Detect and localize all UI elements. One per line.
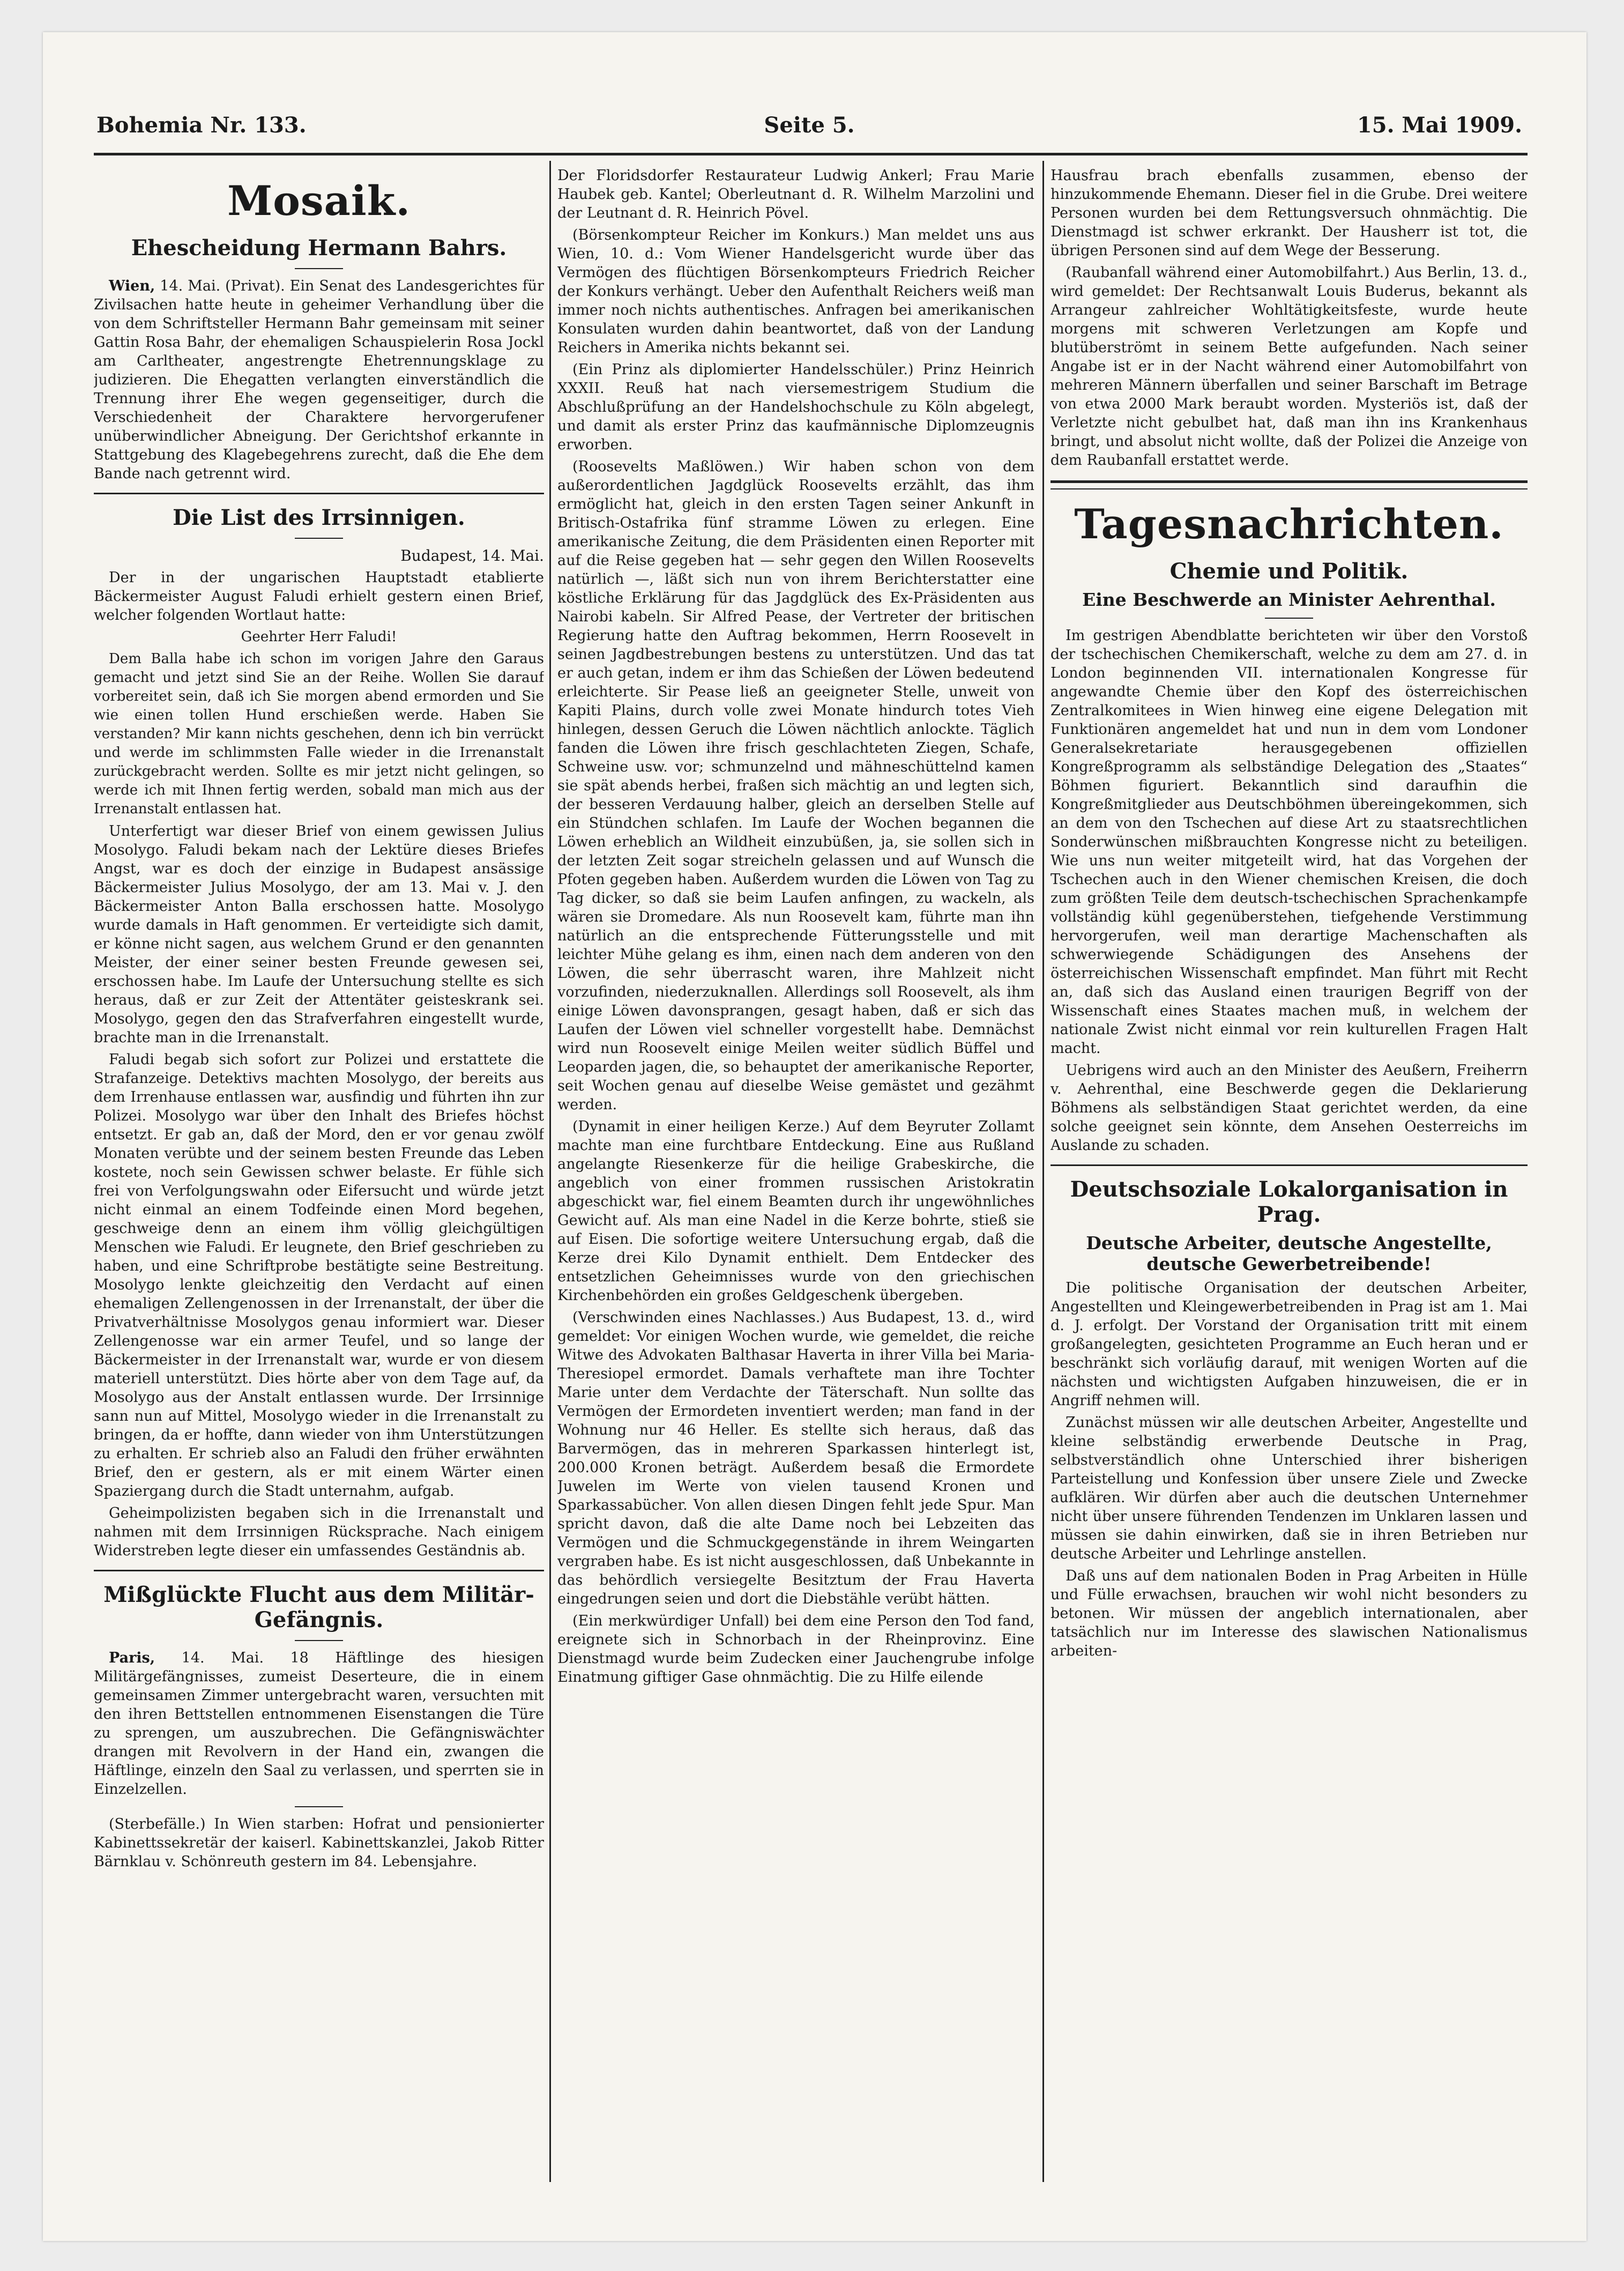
divider <box>1051 480 1528 483</box>
dateline: Budapest, 14. Mai. <box>400 547 544 565</box>
article-title-lokalorganisation: Deutschsoziale Lokalorganisation in Prag. <box>1070 1177 1508 1227</box>
article-title-flucht: Mißglückte Flucht aus dem Militär-Gefängnis. <box>103 1582 534 1632</box>
quoted-letter <box>94 628 544 819</box>
divider <box>295 538 343 539</box>
news-item-unfall: (Ein merkwürdiger Unfall) bei dem eine Person den Tod fand, ereignete sich in Schnorbach in der Rheinprovinz. Eine Dienstmagd wurde beim Zudecken einer Jauchengrube infolge Einatmung giftiger Gase ohnmächtig. Die zu Hilfe eilende <box>557 1613 1034 1686</box>
article-text: 14. Mai. (Privat). Ein Senat des Landesgerichtes für Zivilsachen hatte heute in geheimer Verhandlung über die von dem Schriftsteller Hermann Bahr gemeinsam mit seiner Gattin Rosa Bahr, der ehemaligen Schauspielerin Rosa Jockl am Carltheater, angestrengte Ehetrennungsklage zu judizieren. Die Ehegatten verlangten einverständlich die Trennung ihrer Ehe wegen gegenseitiger, durch die Verschiedenheit der Charaktere hervorgerufener unüberwindlicher Abneigung. Der Gerichtshof erkannte in Stattgebung des Klagebegehrens zurecht, daß die Ehe dem Bande nach getrennt wird. <box>94 278 544 482</box>
paragraph: Unterfertigt war dieser Brief von einem gewissen Julius Mosolygo. Faludi bekam nach der Lektüre dieses Briefes Angst, war es doch der einzige in Budapest ansässige Bäckermeister Julius Mosolygo, der am 13. Mai v. J. den Bäckermeister Anton Balla erschossen hatte. Mosolygo wurde damals in Haft genommen. Er verteidigte sich damit, er könne nicht sagen, aus welchem Grund er den genannten Meister, der einer seiner besten Freunde gewesen sei, erschossen habe. Im Laufe der Untersuchung stellte es sich heraus, daß er zur Zeit der Attentäter geisteskrank sei. Mosolygo, gegen den das Strafverfahren eingestellt wurde, brachte man in die Irrenanstalt. <box>94 823 544 1046</box>
news-item-roosevelt: (Roosevelts Maßlöwen.) Wir haben schon von dem außerordentlichen Jagdglück Roosevelts erzählt, das ihm ermöglicht hat, gleich in den ersten Tagen seiner Ankunft in Britisch-Ostafrika fünf stramme Löwen zu erlegen. Eine amerikanische Zeitung, die dem Präsidenten einen Reporter mit auf die Reise gegeben hat — sehr gegen den Willen Roosevelts natürlich —, läßt sich nun von ihrem Berichterstatter eine köstliche Erklärung für das Jagdglück des Ex-Präsidenten aus Nairobi kabeln. Sir Alfred Pease, der Vertreter der britischen Regierung hatte den Auftrag bekommen, Herrn Roosevelt in seinen Jagdbestrebungen bestens zu unterstützen. Und das tat er auch getan, indem er ihm das Schießen der Löwen bedeutend erleichterte. Sir Pease ließ an geeigneter Stelle, unweit von Kapiti Plains, durch volle zwei Monate hindurch totes Vieh hinlegen, dessen Geruch die Löwen nächtlich anlockte. Täglich fanden die Löwen ihre frisch geschlachteten Ziegen, Schafe, Schweine usw. vor; schmunzelnd und mähneschüttelnd kamen sie spät abends herbei, fraßen sich mächtig an und legten sich, der besseren Verdauung halber, gleich an derselben Stelle auf ein Stündchen schlafen. Im Laufe der Wochen begannen die Löwen erheblich an Wildheit einzubüßen, ja, sie sollen sich in der letzten Zeit sogar streicheln gelassen und auf Wunsch die Pfoten gegeben haben. Außerdem wurden die Löwen von Tag zu Tag dicker, so daß sie beim Laufen anfingen, zu wackeln, als wären sie Dromedare. Als nun Roosevelt kam, führte man ihn natürlich an die entsprechende Fütterungsstelle und mit leichter Mühe gelang es ihm, einen nach dem anderen von den Löwen, die sehr überrascht waren, ihre Mahlzeit nicht vorzufinden, niederzuknallen. Allerdings soll Roosevelt, als ihm einige Löwen davonsprangen, gesagt haben, daß er sich das Laufen der Löwen viel schneller vorgestellt habe. Demnächst wird nun Roosevelt einige Meilen weiter südlich Büffel und Leoparden jagen, die, so behauptet der amerikanische Reporter, seit Wochen genau auf dieselbe Weise gemästet und gezähmt werden. <box>557 458 1034 1113</box>
letter-salutation: Geehrter Herr Faludi! <box>241 629 397 645</box>
news-item-raubanfall: (Raubanfall während einer Automobilfahrt.) Aus Berlin, 13. d., wird gemeldet: Der Rechtsanwalt Louis Buderus, bekannt als Arrangeur zahlreicher Wohltätigkeitsfeste, wurde heute morgens mit schweren Verletzungen am Kopfe und blutüberströmt in seinem Bette aufgefunden. Nach seiner Angabe ist er in der Nacht während einer Automobilfahrt von mehreren Männern überfallen und seiner Barschaft im Betrage von etwa 2000 Mark beraubt worden. Mysteriös ist, daß der Verletzte nicht gebulbet hat, daß man ihn ins Krankenhaus bringt, und absolut nicht wollte, daß der Polizei die Anzeige von dem Raubanfall erstattet werde. <box>1051 264 1528 469</box>
paragraph: Uebrigens wird auch an den Minister des Aeußern, Freiherrn v. Aehrenthal, eine Beschwerde gegen die Deklarierung Böhmens als selbständigen Staat gerichtet werden, da eine solche geeignet sein könnte, dem Ansehen Oesterreichs im Auslande zu schaden. <box>1051 1062 1528 1154</box>
news-item-nachlass: (Verschwinden eines Nachlasses.) Aus Budapest, 13. d., wird gemeldet: Vor einigen Wochen wurde, wie gemeldet, die reiche Witwe des Advokaten Balthasar Haverta in ihrer Villa bei Maria-Theresiopel ermordet. Damals verhaftete man ihre Tochter Marie unter dem Verdachte der Täterschaft. Nun sollte das Vermögen der Ermordeten inventiert werden; man fand in der Wohnung nur 46 Heller. Es stellte sich heraus, daß das Barvermögen, das in mehreren Sparkassen hinterlegt ist, 200.000 Kronen beträgt. Außerdem besaß die Ermordete Juwelen im Werte von vielen tausend Kronen und Sparkassabücher. Von allen diesen Dingen fehlt jede Spur. Man spricht davon, daß die alte Dame noch bei Lebzeiten das Vermögen und die Schmuckgegenstände in ihrem Weingarten vergraben habe. Es ist nicht ausgeschlossen, daß Unbekannte in das behördlich versiegelte Besitztum der Frau Haverta eingedrungen seien und dort die Diebstähle verübt hätten. <box>557 1309 1034 1607</box>
paragraph: Hausfrau brach ebenfalls zusammen, ebenso der hinzukommende Ehemann. Dieser fiel in die Grube. Drei weitere Personen wurden bei dem Rettungsversuch ohnmächtig. Die Dienstmagd ist schwer erkrankt. Der Hausherr ist tot, die übrigen Personen sind auf dem Wege der Besserung. <box>1051 167 1528 259</box>
divider <box>1051 488 1528 489</box>
column-3 <box>1051 166 1528 2177</box>
paragraph-sterbefaelle: (Sterbefälle.) In Wien starben: Hofrat und pensionierter Kabinettssekretär der kaiserl. Kabinettskanzlei, Jakob Ritter Bärnklau v. Schönreuth gestern im 84. Lebensjahre. <box>94 1816 544 1870</box>
article-body-flucht <box>94 1649 544 1799</box>
news-item-reicher: (Börsenkompteur Reicher im Konkurs.) Man meldet uns aus Wien, 10. d.: Vom Wiener Handelsgericht wurde über das Vermögen des flüchtigen Börsenkompteurs Friedrich Reicher der Konkurs verhängt. Ueber den Aufenthalt Reichers weiß man immer noch nichts authentisches. Anfragen bei amerikanischen Konsulaten wurden dahin beantwortet, daß von der Landung Reichers in Amerika nichts bekannt sei. <box>557 227 1034 356</box>
article-title-bahr: Ehescheidung Hermann Bahrs. <box>131 235 507 261</box>
divider <box>94 1570 544 1571</box>
news-item-dynamit: (Dynamit in einer heiligen Kerze.) Auf dem Beyruter Zollamt machte man eine furchtbare Entdeckung. Eine aus Rußland angelangte Riesenkerze für die heilige Grabeskirche, die angeblich von einer frommen russischen Aristokratin abgeschickt war, fiel einem Beamten durch ihr ungewöhnliches Gewicht auf. Als man eine Nadel in die Kerze bohrte, stieß sie auf Eisen. Die sofortige weitere Untersuchung ergab, daß die Kerze drei Kilo Dynamit enthielt. Dem Entdecker des entsetzlichen Geheimnisses wurde von den griechischen Kirchenbehörden ein großes Geldgeschenk übergeben. <box>557 1118 1034 1304</box>
paragraph: Der in der ungarischen Hauptstadt etablierte Bäckermeister August Faludi erhielt gestern einen Brief, welcher folgenden Wortlaut hatte: <box>94 569 544 624</box>
paragraph: Geheimpolizisten begaben sich in die Irrenanstalt und nahmen mit dem Irrsinnigen Rücksprache. Nach einigem Widerstreben legte dieser ein umfassendes Geständnis ab. <box>94 1505 544 1559</box>
column-2 <box>557 166 1034 2177</box>
article-subtitle-chemie: Eine Beschwerde an Minister Aehrenthal. <box>1082 589 1496 610</box>
header-issue: Bohemia Nr. 133. <box>96 113 307 138</box>
article-subtitle-lokalorganisation: Deutsche Arbeiter, deutsche Angestellte, deutsche Gewerbetreibende! <box>1086 1233 1492 1274</box>
paragraph: Zunächst müssen wir alle deutschen Arbeiter, Angestellte und kleine selbständig erwerbende Deutsche in Prag, selbstverständlich ohne Unterschied ihrer bisherigen Parteistellung und Konfession über unsere Ziele und Zwecke aufklären. Wir dürfen aber auch die deutschen Unternehmer nicht über unsere führenden Tendenzen im Unklaren lassen und müssen sie dahin einwirken, daß sie in ihren Betrieben nur deutsche Arbeiter und Lehrlinge anstellen. <box>1051 1414 1528 1562</box>
header-date: 15. Mai 1909. <box>1357 113 1522 138</box>
dateline-place: Wien, <box>109 278 155 294</box>
article-title-irrsinnige: Die List des Irrsinnigen. <box>173 505 465 530</box>
news-item-prinz: (Ein Prinz als diplomierter Handelsschüler.) Prinz Heinrich XXXII. Reuß hat nach viersemestrigem Studium die Abschlußprüfung an der Handelshochschule zu Köln abgelegt, und damit als erster Prinz das kaufmännische Diplomzeugnis erworben. <box>557 361 1034 453</box>
divider <box>295 268 343 269</box>
section-title-mosaik: Mosaik. <box>227 177 411 225</box>
header-rule <box>94 153 1528 155</box>
header-page-number: Seite 5. <box>764 113 855 138</box>
letter-body: Dem Balla habe ich schon im vorigen Jahre den Garaus gemacht und jetzt sind Sie an der Reihe. Wollen Sie darauf vorbereitet sein, daß ich Sie morgen abend ermorden und Sie wie einen tollen Hund erschießen werde. Haben Sie verstanden? Mir kann nichts geschehen, denn ich bin verrückt und werde im schlimmsten Falle wieder in die Irrenanstalt zurückgebracht werden. Sollte es mir jetzt nicht gelingen, so werde ich mit Ihnen fertig werden, sobald man mich aus der Irrenanstalt entlassen hat. <box>94 651 544 817</box>
divider <box>1051 1164 1528 1166</box>
article-text: 14. Mai. 18 Häftlinge des hiesigen Militärgefängnisses, zumeist Deserteure, die in einem gemeinsamen Zimmer untergebracht waren, versuchten mit den ihren Bettstellen entnommenen Eisenstangen die Türe zu sprengen, um auszubrechen. Die Gefängniswächter drangen mit Revolvern in der Hand ein, zwangen die Häftlinge, einzeln den Saal zu verlassen, und sperrten sie in Einzelzellen. <box>94 1650 544 1798</box>
divider <box>295 1640 343 1641</box>
paragraph: Der Floridsdorfer Restaurateur Ludwig Ankerl; Frau Marie Haubek geb. Kantel; Oberleutnant d. R. Wilhelm Marzolini und der Leutnant d. R. Heinrich Pövel. <box>557 167 1034 221</box>
paragraph: Faludi begab sich sofort zur Polizei und erstattete die Strafanzeige. Detektivs machten Mosolygo, der bereits aus dem Irrenhause entlassen war, ausfindig und führten ihn zur Polizei. Mosolygo war über den Inhalt des Briefes höchst entsetzt. Er gab an, daß der Mord, den er vor genau zwölf Monaten verübte und der seinem besten Freunde das Leben kostete, noch sein Gewissen schwer belaste. Er fühle sich frei von Verfolgungswahn oder Eifersucht und würde jetzt nicht einmal an einem Todfeinde einen Mord begehen, geschweige denn an einem ihm völlig gleichgültigen Menschen wie Faludi. Er leugnete, den Brief geschrieben zu haben, und eine Schriftprobe bestätigte seine Bestreitung. Mosolygo lenkte gleichzeitig den Verdacht auf einen ehemaligen Zellengenossen in der Irrenanstalt, der über die Privatverhältnisse Mosolygos genau informiert war. Dieser Zellengenosse war ein armer Teufel, und so lange der Bäckermeister in der Irrenanstalt war, wurde er von diesem materiell unterstützt. Dies hörte aber von dem Tage auf, da Mosolygo aus der Anstalt entlassen wurde. Der Irrsinnige sann nun auf Mittel, Mosolygo wieder in die Irrenanstalt zu bringen, da er hoffte, dann wieder von ihm Unterstützungen zu erhalten. Er schrieb also an Faludi den früher erwähnten Brief, den er gestern, als er mit einem Wärter einen Spaziergang durch die Stadt unternahm, aufgab. <box>94 1051 544 1500</box>
divider <box>94 493 544 494</box>
column-rule-2 <box>1042 161 1044 2182</box>
page-header <box>96 113 1522 150</box>
column-1 <box>94 166 544 2177</box>
divider <box>1265 618 1313 619</box>
paragraph: Daß uns auf dem nationalen Boden in Prag Arbeiten in Hülle und Fülle erwachsen, brauchen wir wohl nicht besonders zu betonen. Wir müssen der angeblich internationalen, aber tatsächlich nur im Interesse des slawischen Nationalismus arbeiten- <box>1051 1568 1528 1659</box>
article-body-bahr <box>94 277 544 483</box>
newspaper-page <box>43 32 1586 2241</box>
paragraph: Die politische Organisation der deutschen Arbeiter, Angestellten und Kleingewerbetreibenden in Prag ist am 1. Mai d. J. erfolgt. Der Vorstand der Organisation tritt mit einem großangelegten, gesichteten Programme an Euch heran und er beschränkt sich vorläufig darauf, mit wenigen Worten auf die nächsten und wichtigsten Aufgaben hinzuweisen, die er in Angriff nehmen will. <box>1051 1280 1528 1409</box>
column-rule-1 <box>549 161 551 2182</box>
article-title-chemie: Chemie und Politik. <box>1169 559 1409 584</box>
divider <box>295 1806 343 1807</box>
paragraph: Im gestrigen Abendblatte berichteten wir über den Vorstoß der tschechischen Chemikerschaft, welche zu dem am 27. d. in London beginnenden VII. internationalen Kongresse für angewandte Chemie über den Kopf des österreichischen Zentralkomitees in Wien hinweg eine eigene Delegation mit Funktionären angemeldet hat und nun in dem vom Londoner Generalsekretariate herausgegebenen offiziellen Kongreßprogramm als selbständige Delegation des „Staates“ Böhmen figuriert. Bekanntlich sind daraufhin die Kongreßmitglieder aus Deutschböhmen übereingekommen, sich an dem von den Tschechen auf diese Art zu staatsrechtlichen Sonderwünschen mißbrauchten Kongresse nicht zu beteiligen. Wie uns nun weiter mitgeteilt wird, hat das Vorgehen der Tschechen auch in den Wiener chemischen Kreisen, die doch zum größten Teile dem deutsch-tschechischen Sprachenkampfe vollständig kühl gegenüberstehen, tiefgehende Verstimmung hervorgerufen, weil man derartige Machenschaften als schwerwiegende Schädigungen des Ansehens der österreichischen Wissenschaft empfindet. Man führt mit Recht an, daß sich das Ausland einen traurigen Begriff von der Wissenschaft eines Staates machen muß, in welchem der nationale Zwist nicht einmal vor rein kulturellen Fragen Halt macht. <box>1051 627 1528 1057</box>
section-title-tagesnachrichten: Tagesnachrichten. <box>1074 500 1504 548</box>
dateline-place: Paris, <box>109 1650 155 1666</box>
